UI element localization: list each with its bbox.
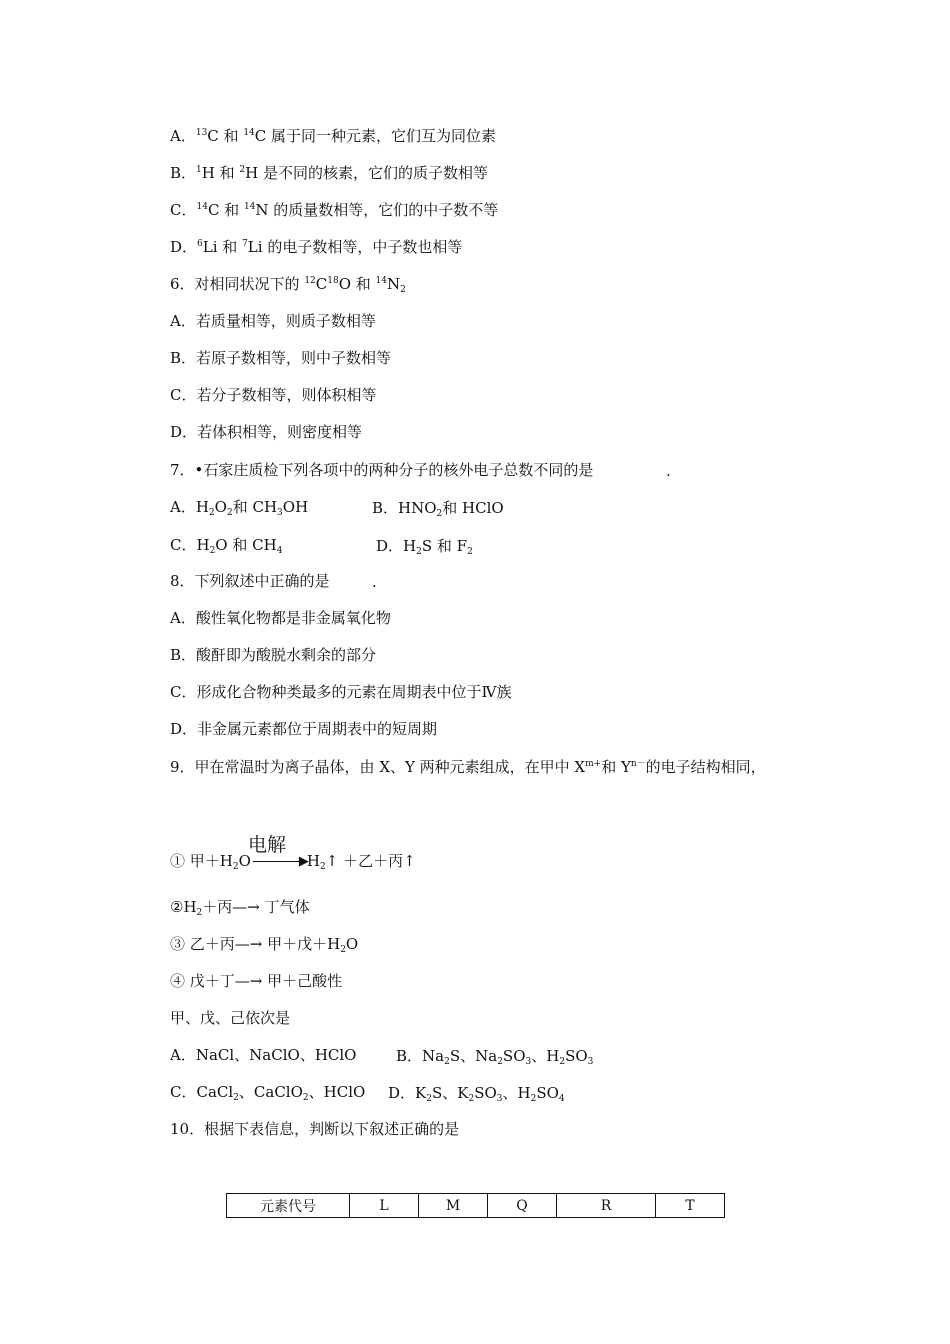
- q7-option-b: B．$HNO_2$和 HClO: [372, 499, 504, 519]
- q5-option-a: A．$^{13}$C 和 $^{14}$C 属于同一种元素，它们互为同位素: [170, 127, 497, 145]
- q9-option-c: C．CaCl$_2$、CaClO$_2$、HClO: [170, 1083, 366, 1103]
- q8-option-a: A．酸性氧化物都是非金属氧化物: [170, 609, 391, 627]
- electrolysis-label: 电解: [248, 834, 287, 856]
- q9-ask: 甲、戊、己依次是: [170, 1009, 291, 1027]
- q5-option-d: D．$^6$Li 和 $^7$Li 的电子数相等，中子数也相等: [170, 238, 463, 256]
- table-row: [227, 1194, 725, 1218]
- q8-option-b: B．酸酐即为酸脱水剩余的部分: [170, 646, 377, 664]
- element-table: [226, 1193, 725, 1218]
- table-header-cell: L: [350, 1194, 419, 1218]
- table-header-cell: M: [419, 1194, 488, 1218]
- q9-reaction-2: $②H_2+$丙—→ 丁气体: [170, 898, 310, 918]
- q6-option-b: B．若原子数相等，则中子数相等: [170, 349, 392, 367]
- q9-option-b: B．$Na_2S$、$Na_2SO_3$、$H_2SO_3$: [396, 1047, 594, 1067]
- q9-reaction-1: ① 甲$+H_2O$ ▶ $H_2↑$ ＋乙＋丙↑: [170, 852, 416, 872]
- q8-option-d: D．非金属元素都位于周期表中的短周期: [170, 720, 438, 738]
- q6-option-d: D．若体积相等，则密度相等: [170, 423, 363, 441]
- q9-option-a: A．NaCl、NaClO、HClO: [170, 1046, 357, 1064]
- q5-option-c: C．$^{14}$C 和 $^{14}$N 的质量数相等，它们的中子数不等: [170, 201, 499, 219]
- q10-stem: 10．根据下表信息，判断以下叙述正确的是: [170, 1120, 460, 1138]
- q9-reaction-3: ③ 乙＋丙—→ 甲＋戊$+H_2O$: [170, 935, 359, 955]
- table-header-cell: 元素代号: [227, 1194, 350, 1218]
- q5-option-b: B．$^1$H 和 $^2$H 是不同的核素，它们的质子数相等: [170, 164, 488, 182]
- q8-option-c: C．形成化合物种类最多的元素在周期表中位于Ⅳ族: [170, 683, 512, 701]
- q7-option-a: A．$H_2O_2$和 $CH_3OH$: [170, 498, 309, 518]
- reaction-arrow-icon: ▶: [251, 851, 307, 871]
- q6-option-a: A．若质量相等，则质子数相等: [170, 312, 376, 330]
- table-header-cell: R: [557, 1194, 656, 1218]
- table-header-cell: T: [656, 1194, 725, 1218]
- q7-blank-dot: .: [666, 462, 671, 480]
- q8-blank-dot: .: [372, 573, 377, 591]
- table-header-cell: Q: [488, 1194, 557, 1218]
- q7-option-d: D．$H_2S$ 和 $F_2$: [376, 537, 473, 557]
- q9-reaction-4: ④ 戊＋丁—→ 甲＋己酸性: [170, 972, 343, 990]
- q6-option-c: C．若分子数相等，则体积相等: [170, 386, 377, 404]
- q7-option-c: C．$H_2O$ 和 $CH_4$: [170, 536, 283, 556]
- q8-stem: 8．下列叙述中正确的是: [170, 572, 330, 590]
- q6-stem: 6．对相同状况下的 $^{12}C^{18}O$ 和 $^{14}N_2$: [170, 275, 406, 295]
- q9-option-d: D．$K_2S$、$K_2SO_3$、$H_2SO_4$: [388, 1084, 565, 1104]
- q9-stem: 9．甲在常温时为离子晶体，由 X、Y 两种元素组成，在甲中 $X^{m+}$和 $Y^{n-}$的电子结构相同，: [170, 758, 766, 776]
- q7-stem: 7．•石家庄质检下列各项中的两种分子的核外电子总数不同的是: [170, 461, 594, 479]
